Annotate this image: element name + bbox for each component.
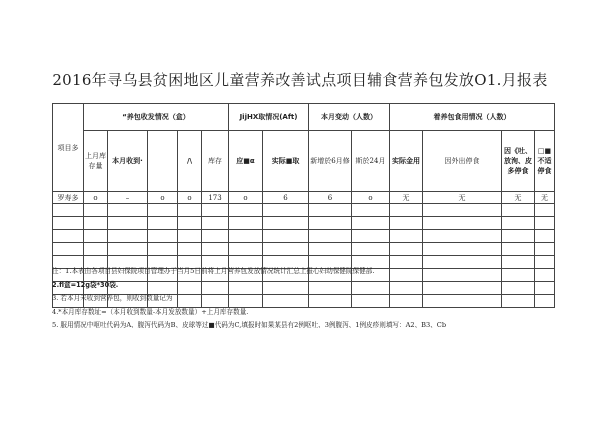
empty-cell bbox=[108, 204, 148, 217]
empty-cell bbox=[53, 204, 84, 217]
table-cell: o bbox=[352, 192, 390, 204]
header-consumption: 着养包食用情况（人数） bbox=[390, 104, 555, 131]
empty-cell bbox=[229, 217, 263, 230]
table-cell: 无 bbox=[535, 192, 555, 204]
header-actual-receive: 实际■取 bbox=[263, 131, 309, 192]
header-due-to-outing: 因外出停食 bbox=[423, 131, 502, 192]
empty-cell bbox=[263, 204, 309, 217]
empty-cell bbox=[148, 217, 178, 230]
header-nutrition-status: “养包收发情况（盒） bbox=[84, 104, 229, 131]
header-unsuitable: □■不适停食 bbox=[535, 131, 555, 192]
table-cell: o bbox=[229, 192, 263, 204]
empty-cell bbox=[263, 243, 309, 256]
empty-cell bbox=[535, 217, 555, 230]
footnote-5: 5. 服用情况中呕吐代码为A、腹泻代码为B、皮球等过■代码为C,填报时如果某县有2例呕吐、3例腹泻、1例皮疹则填写：A2、B3、Cb bbox=[52, 321, 447, 329]
empty-cell bbox=[263, 217, 309, 230]
empty-cell bbox=[263, 230, 309, 243]
empty-cell bbox=[352, 243, 390, 256]
footnotes bbox=[52, 265, 557, 333]
empty-cell bbox=[148, 243, 178, 256]
header-project: 项目多 bbox=[53, 104, 84, 192]
empty-cell bbox=[309, 230, 352, 243]
empty-cell bbox=[84, 230, 108, 243]
empty-cell bbox=[108, 230, 148, 243]
empty-cell bbox=[84, 204, 108, 217]
header-empty-cell bbox=[148, 131, 178, 192]
header-monthly-change: 本月变动（人数） bbox=[309, 104, 390, 131]
empty-cell bbox=[84, 217, 108, 230]
table-cell: o bbox=[84, 192, 108, 204]
report-title: 2016年寻乌县贫困地区儿童营养改善试点项目辅食营养包发放O1.月报表 bbox=[52, 71, 548, 89]
empty-cell bbox=[502, 204, 535, 217]
empty-cell bbox=[390, 217, 423, 230]
empty-cell bbox=[108, 217, 148, 230]
empty-cell bbox=[148, 230, 178, 243]
header-due-to-vomit: 因《吐、放洵、皮多停食 bbox=[502, 131, 535, 192]
empty-cell bbox=[502, 217, 535, 230]
header-stock: 库存 bbox=[202, 131, 229, 192]
empty-row bbox=[53, 204, 555, 217]
empty-cell bbox=[178, 217, 202, 230]
header-over-24: 斯於24月 bbox=[352, 131, 390, 192]
empty-row bbox=[53, 217, 555, 230]
empty-cell bbox=[502, 243, 535, 256]
empty-cell bbox=[53, 230, 84, 243]
empty-cell bbox=[178, 204, 202, 217]
empty-cell bbox=[229, 204, 263, 217]
empty-cell bbox=[502, 230, 535, 243]
header-actual-eat: 实际金用 bbox=[390, 131, 423, 192]
empty-cell bbox=[53, 243, 84, 256]
empty-cell bbox=[352, 204, 390, 217]
header-received-this-month: 本月收到· bbox=[108, 131, 148, 192]
empty-cell bbox=[309, 217, 352, 230]
header-last-month-stock: 上月库存量 bbox=[84, 131, 108, 192]
table-cell: 无 bbox=[502, 192, 535, 204]
footnote-2: 2.fl盒=12g袋*30袋. bbox=[52, 280, 119, 289]
empty-cell bbox=[423, 243, 502, 256]
table-row bbox=[53, 192, 555, 204]
empty-cell bbox=[352, 217, 390, 230]
empty-cell bbox=[229, 230, 263, 243]
empty-cell bbox=[390, 230, 423, 243]
empty-cell bbox=[178, 230, 202, 243]
empty-row bbox=[53, 230, 555, 243]
table-cell: – bbox=[108, 192, 148, 204]
empty-cell bbox=[178, 243, 202, 256]
empty-cell bbox=[423, 204, 502, 217]
table-cell: o bbox=[148, 192, 178, 204]
header-received-status: JijHX取情况(Aft) bbox=[229, 104, 309, 131]
empty-cell bbox=[309, 204, 352, 217]
empty-cell bbox=[535, 204, 555, 217]
table-cell: 无 bbox=[423, 192, 502, 204]
header-distributed: /\ bbox=[178, 131, 202, 192]
footnote-1: 注：1.本表由各项目县妇保院项目管理办于当月5日前将上月营养包发放情况统计汇总上报心妇幼保健院保健部. bbox=[52, 267, 375, 275]
table-cell: 无 bbox=[390, 192, 423, 204]
footnote-4: 4.*本月库存数址=（本月收到数量-本月发放数量）+上月库存数量. bbox=[52, 307, 249, 316]
empty-cell bbox=[202, 204, 229, 217]
empty-cell bbox=[108, 243, 148, 256]
header-should-receive: 应■α bbox=[229, 131, 263, 192]
empty-cell bbox=[535, 230, 555, 243]
table-cell: o bbox=[178, 192, 202, 204]
empty-cell bbox=[229, 243, 263, 256]
empty-row bbox=[53, 243, 555, 256]
empty-cell bbox=[202, 243, 229, 256]
empty-cell bbox=[423, 230, 502, 243]
empty-cell bbox=[202, 230, 229, 243]
table-cell: 6 bbox=[263, 192, 309, 204]
empty-cell bbox=[309, 243, 352, 256]
empty-cell bbox=[535, 243, 555, 256]
empty-cell bbox=[84, 243, 108, 256]
empty-cell bbox=[53, 217, 84, 230]
table-cell: 173 bbox=[202, 192, 229, 204]
empty-cell bbox=[202, 217, 229, 230]
empty-cell bbox=[390, 243, 423, 256]
footnote-3: 3. 若本月未收到营养包，则收到数量记为 bbox=[52, 294, 173, 302]
empty-cell bbox=[148, 204, 178, 217]
header-new-under-6: 新增於6月修 bbox=[309, 131, 352, 192]
empty-cell bbox=[423, 217, 502, 230]
empty-cell bbox=[352, 230, 390, 243]
empty-cell bbox=[390, 204, 423, 217]
row-label: 罗寿多 bbox=[53, 192, 84, 204]
table-cell: 6 bbox=[309, 192, 352, 204]
